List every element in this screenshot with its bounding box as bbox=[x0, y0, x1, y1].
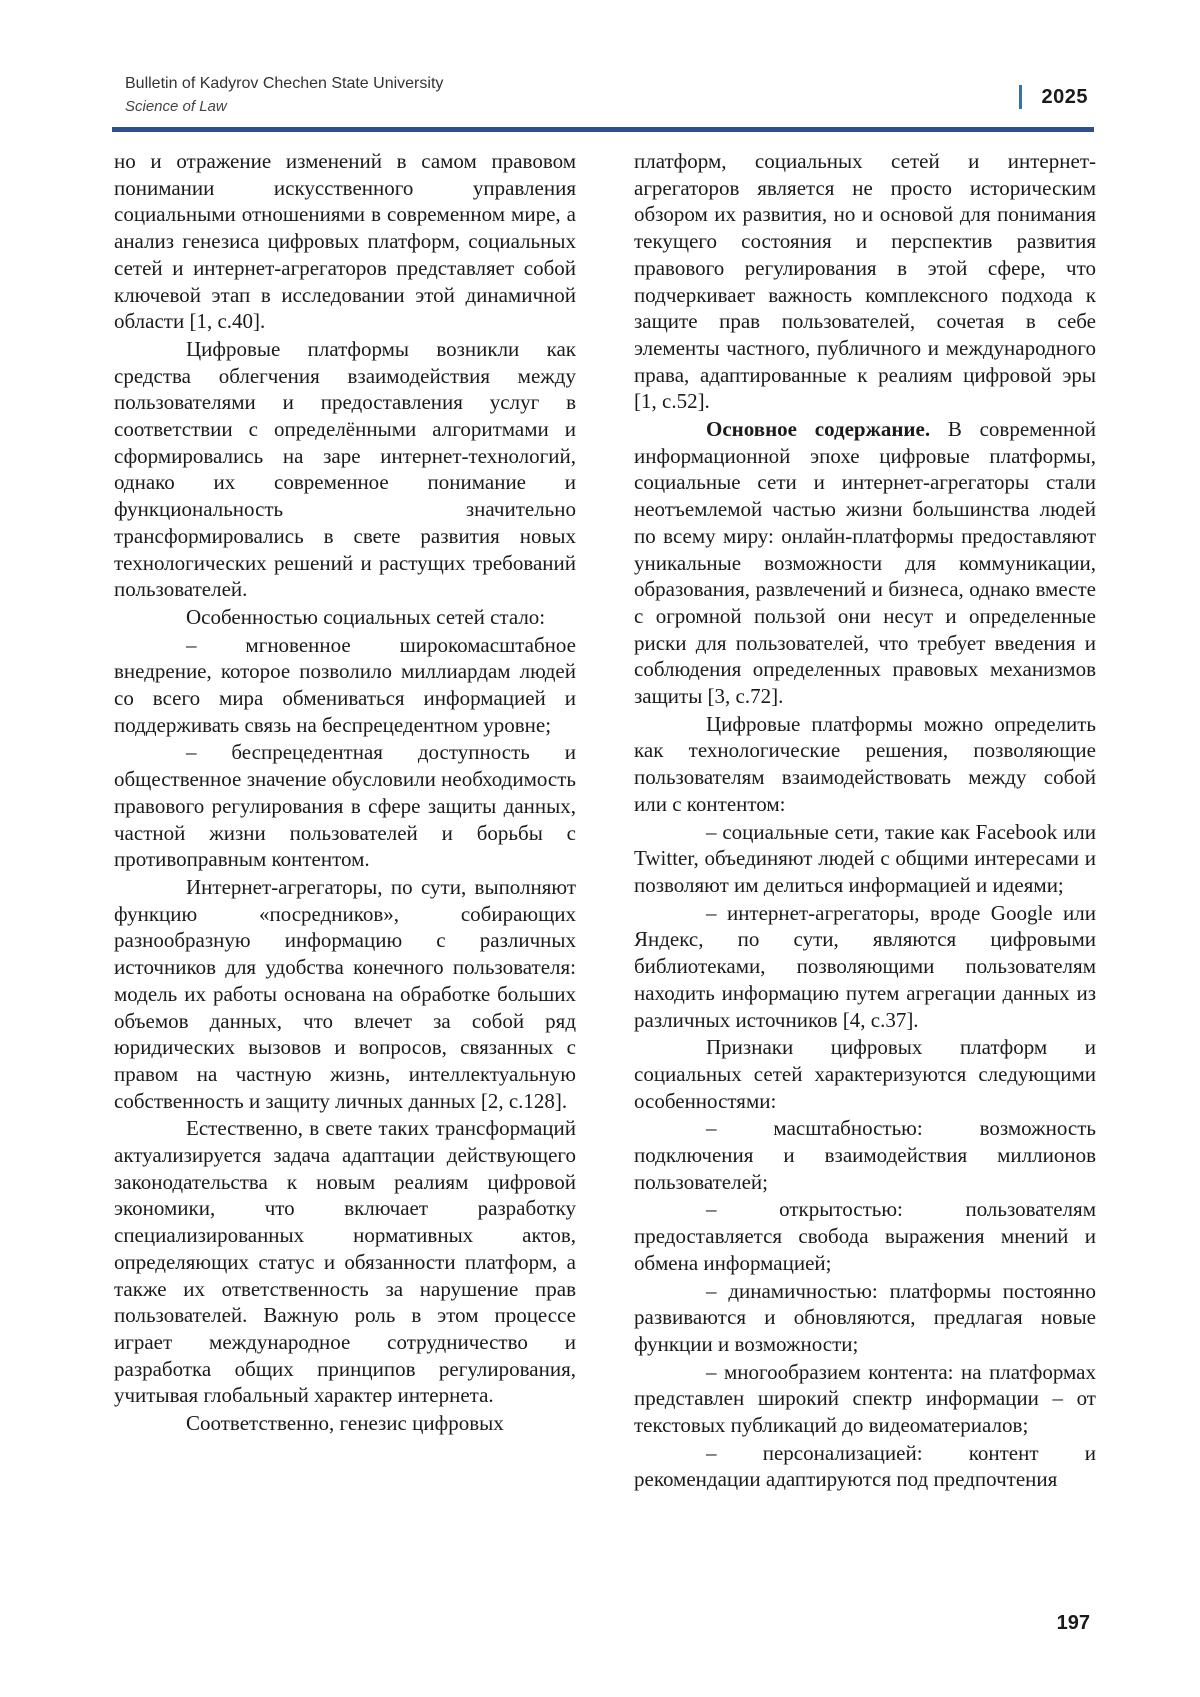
left-column bbox=[114, 148, 576, 1438]
list-item: – масштабностью: возможность подключения и взаимодействия миллионов пользователей; bbox=[634, 1116, 1096, 1194]
paragraph: Интернет-агрегаторы, по сути, выполняют функцию «посредников», собирающих разнообразную информацию с различных источников для удобства конечного пользователя: модель их работы основана на обработке больших объемов данных, что влечет за собой ряд юридических вызовов и вопросов, связанных с правом на частную жизнь, интеллектуальную собственность и защиту личных данных [2, с.128]. bbox=[114, 874, 576, 1113]
paragraph: Цифровые платформы возникли как средства облегчения взаимодействия между пользователями и предоставления услуг в соответствии с определёнными алгоритмами и сформировались на заре интернет-технологий, однако их современное понимание и функциональность значительно трансформировались в свете развития новых технологических решений и растущих требований пользователей. bbox=[114, 336, 576, 602]
year-block bbox=[1019, 83, 1089, 111]
journal-title: Bulletin of Kadyrov Chechen State University bbox=[125, 75, 444, 92]
paragraph: Естественно, в свете таких трансформаций актуализируется задача адаптации действующего законодательства к новым реалиям цифровой экономики, что включает разработку специализированных нормативных актов, определяющих статус и обязанности платформ, а также их ответственность за нарушение прав пользователей. Важную роль в этом процессе играет международное сотрудничество и разработка общих принципов регулирования, учитывая глобальный характер интернета. bbox=[114, 1116, 576, 1408]
list-item: – интернет-агрегаторы, вроде Google или Яндекс, по сути, являются цифровыми библиотеками, позволяющими пользователям находить информацию путем агрегации данных из различных источников [4, с.37]. bbox=[634, 900, 1096, 1032]
list-item: – открытостью: пользователям предоставляется свобода выражения мнений и обмена информацией; bbox=[634, 1197, 1096, 1275]
section-heading: Основное содержание. bbox=[706, 417, 931, 442]
paragraph-text: В современной информационной эпохе цифровые платформы, социальные сети и интернет-агрегаторы стали неотъемлемой частью жизни большинства людей по всему миру: онлайн-платформы предоставляют уникальные возможности для коммуникации, образования, развлечений и бизнеса, однако вместе с огромной пользой они несут и определенные риски для пользователей, что требует введения и соблюдения определенных правовых механизмов защиты [3, с.72]. bbox=[634, 417, 1096, 709]
list-item: – социальные сети, такие как Facebook или Twitter, объединяют людей с общими интересами и позволяют им делиться информацией и идеями; bbox=[634, 819, 1096, 897]
paragraph: Цифровые платформы можно определить как технологические решения, позволяющие пользователям взаимодействовать между собой или с контентом: bbox=[634, 711, 1096, 816]
list-item: – многообразием контента: на платформах представлен широкий спектр информации – от текстовых публикаций до видеоматериалов; bbox=[634, 1359, 1096, 1438]
header-rule bbox=[112, 127, 1094, 132]
year-label: 2025 bbox=[1041, 85, 1088, 108]
paragraph: Особенностью социальных сетей стало: bbox=[186, 604, 546, 629]
list-item: – динамичностью: платформы постоянно развиваются и обновляются, предлагая новые функции и возможности; bbox=[634, 1278, 1096, 1356]
paragraph: платформ, социальных сетей и интернет-агрегаторов является не просто историческим обзором их развития, но и основой для понимания текущего состояния и перспектив развития правового регулирования в этой сфере, что подчеркивает важность комплексного подхода к защите прав пользователей, сочетая в себе элементы частного, публичного и международного права, адаптированные к реалиям цифровой эры [1, с.52]. bbox=[634, 149, 1096, 414]
paragraph-main-content bbox=[634, 416, 1096, 710]
page-number: 197 bbox=[1056, 1612, 1090, 1634]
paragraph: Признаки цифровых платформ и социальных сетей характеризуются следующими особенностями: bbox=[634, 1035, 1096, 1113]
year-divider bbox=[1019, 85, 1022, 109]
running-header bbox=[125, 72, 443, 118]
right-column bbox=[634, 148, 1096, 1494]
list-item: – персонализацией: контент и рекомендации адаптируются под предпочтения bbox=[634, 1440, 1096, 1492]
paragraph: Соответственно, генезис цифровых bbox=[186, 1411, 504, 1436]
list-item: – беспрецедентная доступность и общественное значение обусловили необходимость правового регулирования в сфере защиты данных, частной жизни пользователей и борьбы с противоправным контентом. bbox=[114, 740, 576, 872]
list-item: – мгновенное широкомасштабное внедрение, которое позволило миллиардам людей со всего мира обмениваться информацией и поддерживать связь на беспрецедентном уровне; bbox=[114, 632, 576, 737]
section-title: Science of Law bbox=[125, 98, 227, 115]
paragraph: но и отражение изменений в самом правовом понимании искусственного управления социальными отношениями в современном мире, а анализ генезиса цифровых платформ, социальных сетей и интернет-агрегаторов представляет собой ключевой этап в исследовании этой динамичной области [1, с.40]. bbox=[114, 149, 576, 334]
